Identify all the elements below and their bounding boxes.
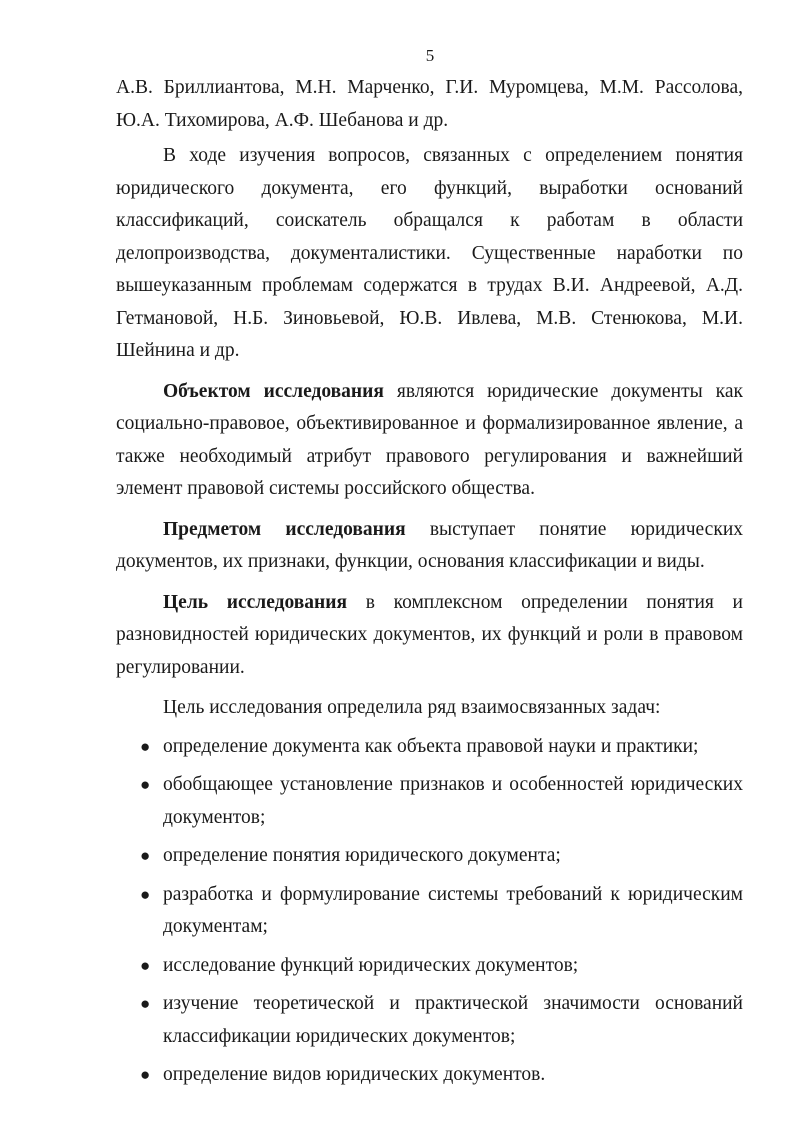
list-item bbox=[116, 769, 743, 834]
list-item-text: обобщающее установление признаков и особенностей юридических документов; bbox=[163, 774, 743, 828]
body-text bbox=[116, 72, 743, 1098]
list-item bbox=[116, 950, 743, 983]
list-item-text: исследование функций юридических документов; bbox=[163, 954, 579, 976]
paragraph-object bbox=[116, 376, 743, 506]
list-item bbox=[116, 731, 743, 764]
list-item bbox=[116, 988, 743, 1053]
paragraph-goal bbox=[116, 587, 743, 685]
page-number: 5 bbox=[425, 46, 435, 65]
goal-text: в комплексном определении понятия и разновидностей юридических документов, их функций и роли в правовом регулировании. bbox=[116, 591, 743, 678]
subject-text: выступает понятие юридических документов, их признаки, функции, основания классификации и виды. bbox=[116, 518, 744, 572]
paragraph-tasks-intro: Цель исследования определила ряд взаимосвязанных задач: bbox=[163, 697, 661, 718]
bullet-icon: ● bbox=[140, 846, 151, 865]
list-item-text: изучение теоретической и практической значимости оснований классификации юридических документов; bbox=[163, 993, 743, 1047]
object-label: Объектом исследования bbox=[163, 380, 384, 402]
subject-label: Предметом исследования bbox=[163, 518, 406, 540]
list-item-text: разработка и формулирование системы требований к юридическим документам; bbox=[163, 883, 743, 937]
bullet-icon: ● bbox=[140, 994, 151, 1013]
list-item bbox=[116, 879, 743, 944]
list-item bbox=[116, 1059, 743, 1092]
bullet-icon: ● bbox=[140, 884, 151, 904]
paragraph-subject bbox=[116, 514, 743, 579]
paragraph-authors-continuation: А.В. Бриллиантова, М.Н. Марченко, Г.И. Муромцева, М.М. Рассолова, Ю.А. Тихомирова, А.Ф. Шебанова и др. bbox=[116, 77, 743, 131]
bullet-icon: ● bbox=[140, 736, 151, 756]
goal-label: Цель исследования bbox=[163, 591, 348, 613]
list-item-text: определение документа как объекта правовой науки и практики; bbox=[163, 735, 699, 757]
paragraph-literature-review: В ходе изучения вопросов, связанных с определением понятия юридического документа, его функций, выработки оснований классификаций, соискатель обращался к работам в области делопроизводства, документалистики. Существенные наработки по вышеуказанным проблемам содержатся в трудах В.И. Андреевой, А.Д. Гетмановой, Н.Б. Зиновьевой, Ю.В. Ивлева, М.В. Стенюкова, М.И. Шейнина и др. bbox=[116, 145, 743, 361]
bullet-icon: ● bbox=[140, 1065, 151, 1084]
list-item-text: определение видов юридических документов. bbox=[163, 1064, 546, 1085]
list-item bbox=[116, 840, 743, 873]
bullet-icon: ● bbox=[140, 775, 151, 794]
bullet-icon: ● bbox=[140, 955, 151, 975]
tasks-list bbox=[116, 731, 743, 1092]
object-text: являются юридические документы как социально-правовое, объективированное и формализированное явление, а также необходимый атрибут правового регулирования и важнейший элемент правовой системы российского общества. bbox=[116, 380, 743, 499]
list-item-text: определение понятия юридического документа; bbox=[163, 845, 561, 866]
